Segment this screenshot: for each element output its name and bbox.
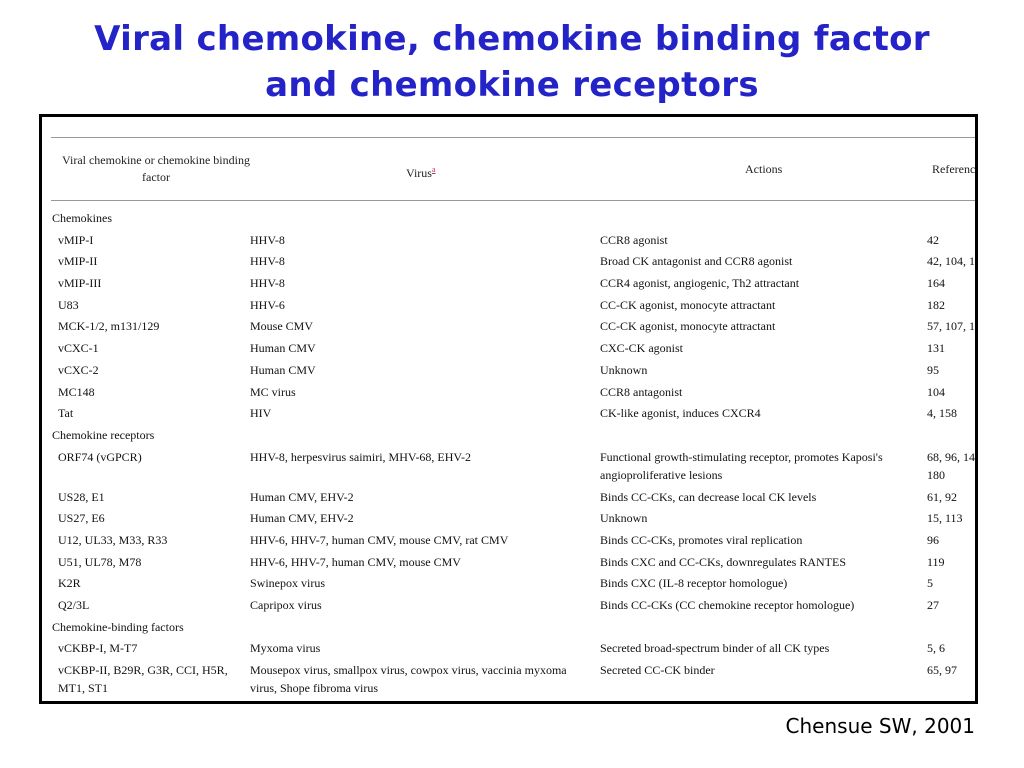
cell-virus: HHV-6, HHV-7, human CMV, mouse CMV xyxy=(250,554,461,569)
cell-virus: HIV xyxy=(250,406,272,421)
table-row xyxy=(42,231,978,253)
cell-virus: HHV-8 xyxy=(250,276,285,291)
cell-virus: HHV-8 xyxy=(250,254,285,269)
header-col-virus: Virus$^a$ xyxy=(406,165,436,180)
cell-chemokine-name: vCXC-2 xyxy=(58,362,99,377)
cell-references: 42 xyxy=(927,232,939,247)
cell-virus: MC virus xyxy=(250,384,296,399)
cell-action: Secreted CC-CK binder xyxy=(600,663,715,678)
table-body xyxy=(42,209,978,701)
slide-title-line-2: and chemokine receptors xyxy=(265,65,759,105)
cell-action: Binds CC-CKs (CC chemokine receptor homologue) xyxy=(600,598,855,612)
table-row xyxy=(42,553,978,575)
slide-title xyxy=(0,16,1024,108)
header-col-references: Referenc xyxy=(932,162,976,176)
cell-virus: Myxoma virus xyxy=(250,641,321,656)
cell-action: CC-CK agonist, monocyte attractant xyxy=(600,297,776,312)
section-row xyxy=(42,618,978,640)
table-row xyxy=(42,574,978,596)
table-row xyxy=(42,361,978,383)
cell-action: Binds CC-CKs, promotes viral replication xyxy=(600,532,803,547)
cell-action: Secreted broad-spectrum binder of all CK types xyxy=(600,641,830,656)
cell-chemokine-name: MC148 xyxy=(58,384,95,399)
section-row xyxy=(42,209,978,231)
cell-references: 95 xyxy=(927,362,939,377)
cell-references: 68, 96, 14 180 xyxy=(927,449,975,482)
section-title: Chemokine receptors xyxy=(52,427,155,442)
cell-virus: HHV-6, HHV-7, human CMV, mouse CMV, rat CMV xyxy=(250,532,509,547)
cell-chemokine-name: U12, UL33, M33, R33 xyxy=(58,532,168,547)
cell-virus: Swinepox virus xyxy=(250,576,325,591)
cell-action: CCR8 antagonist xyxy=(600,384,683,399)
cell-references: 164 xyxy=(927,276,945,291)
cell-action: CCR4 agonist, angiogenic, Th2 attractant xyxy=(600,276,800,291)
cell-virus: Mouse CMV xyxy=(250,319,314,334)
section-title: Chemokines xyxy=(52,211,112,225)
cell-virus: Human CMV, EHV-2 xyxy=(250,511,354,526)
cell-references: 65, 97 xyxy=(927,663,957,678)
cell-action: Functional growth-stimulating receptor, promotes Kaposi's angioproliferative lesions xyxy=(600,449,883,482)
table-row xyxy=(42,509,978,531)
cell-chemokine-name: vMIP-II xyxy=(58,254,98,269)
cell-action: CK-like agonist, induces CXCR4 xyxy=(600,406,761,421)
cell-action: CCR8 agonist xyxy=(600,232,668,247)
cell-virus: Human CMV xyxy=(250,362,316,377)
cell-action: Unknown xyxy=(600,362,648,377)
table-row xyxy=(42,274,978,296)
cell-virus: HHV-6 xyxy=(250,297,285,312)
table-row xyxy=(42,339,978,361)
table-row xyxy=(42,531,978,553)
table-row xyxy=(42,448,978,488)
section-title: Chemokine-binding factors xyxy=(52,619,184,634)
cell-chemokine-name: ORF74 (vGPCR) xyxy=(58,449,142,464)
cell-chemokine-name: Q2/3L xyxy=(58,598,90,612)
cell-action: Binds CC-CKs, can decrease local CK levels xyxy=(600,489,817,504)
cell-references: 5 xyxy=(927,576,933,591)
cell-virus: Human CMV, EHV-2 xyxy=(250,489,354,504)
cell-references: 42, 104, 1 xyxy=(927,254,975,269)
footnote-marker[interactable]: a xyxy=(431,165,436,174)
cell-chemokine-name: vMIP-I xyxy=(58,232,94,247)
cell-chemokine-name: MCK-1/2, m131/129 xyxy=(58,319,160,334)
cell-chemokine-name: vCKBP-II, B29R, G3R, CCI, H5R, MT1, ST1 xyxy=(58,663,228,696)
table-row xyxy=(42,383,978,405)
table-image-frame xyxy=(39,114,978,704)
cell-references: 57, 107, 1 xyxy=(927,319,975,334)
cell-references: 104 xyxy=(927,384,945,399)
cell-chemokine-name: K2R xyxy=(58,576,81,591)
citation: Chensue SW, 2001 xyxy=(785,714,975,738)
table-row xyxy=(42,252,978,274)
cell-action: Binds CXC (IL-8 receptor homologue) xyxy=(600,576,788,591)
table-row xyxy=(42,639,978,661)
cell-references: 119 xyxy=(927,554,945,569)
table-top-rule xyxy=(51,137,978,138)
slide-title-line-1: Viral chemokine, chemokine binding factor xyxy=(94,19,930,59)
cell-virus: Mousepox virus, smallpox virus, cowpox virus, vaccinia myxoma virus, Shope fibroma virus xyxy=(250,663,567,696)
cell-action: Broad CK antagonist and CCR8 agonist xyxy=(600,254,793,269)
cell-chemokine-name: U51, UL78, M78 xyxy=(58,554,142,569)
cell-virus: HHV-8 xyxy=(250,232,285,247)
table-row xyxy=(42,488,978,510)
cell-chemokine-name: US28, E1 xyxy=(58,489,105,504)
cell-chemokine-name: vMIP-III xyxy=(58,276,102,291)
table-row xyxy=(42,596,978,618)
header-col-actions: Actions xyxy=(745,162,783,176)
cell-chemokine-name: vCKBP-I, M-T7 xyxy=(58,641,138,656)
table-row xyxy=(42,404,978,426)
cell-references: 61, 92 xyxy=(927,489,957,504)
table-row xyxy=(42,317,978,339)
cell-action: Unknown xyxy=(600,511,648,526)
cell-chemokine-name: Tat xyxy=(58,406,74,421)
cell-chemokine-name: U83 xyxy=(58,297,79,312)
cell-references: 5, 6 xyxy=(927,641,945,656)
table-row xyxy=(42,296,978,318)
cell-virus: HHV-8, herpesvirus saimiri, MHV-68, EHV-2 xyxy=(250,449,471,464)
cell-virus: Capripox virus xyxy=(250,598,322,612)
cell-references: 131 xyxy=(927,341,945,356)
cell-action: CXC-CK agonist xyxy=(600,341,684,356)
cell-chemokine-name: US27, E6 xyxy=(58,511,105,526)
cell-references: 27 xyxy=(927,598,939,612)
header-col-chemokine: Viral chemokine or chemokine binding factor xyxy=(62,153,250,184)
header-rule xyxy=(51,200,978,201)
cell-action: Binds CXC and CC-CKs, downregulates RANTES xyxy=(600,554,846,569)
section-row xyxy=(42,426,978,448)
cell-references: 4, 158 xyxy=(927,406,957,421)
cell-references: 15, 113 xyxy=(927,511,963,526)
cell-virus: Human CMV xyxy=(250,341,316,356)
cell-references: 182 xyxy=(927,297,945,312)
cell-chemokine-name: vCXC-1 xyxy=(58,341,99,356)
cell-references: 96 xyxy=(927,532,939,547)
table-row xyxy=(42,661,978,701)
cell-action: CC-CK agonist, monocyte attractant xyxy=(600,319,776,334)
